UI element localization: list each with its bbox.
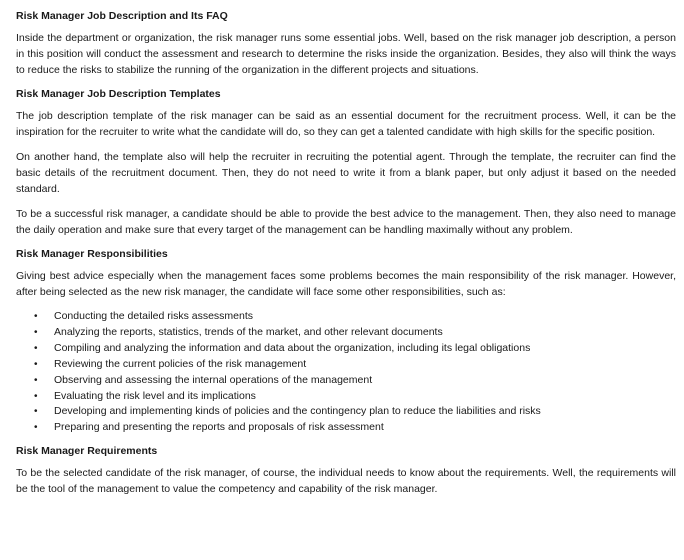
list-item: • Observing and assessing the internal operations of the management bbox=[54, 373, 676, 389]
paragraph-requirements: To be the selected candidate of the risk manager, of course, the individual needs to know about the requirements. Well, the requirements will be the tool of the management to value the competency and capability of the risk manager. bbox=[16, 467, 676, 496]
bullet-icon: • bbox=[34, 390, 38, 402]
paragraph-successful-manager: To be a successful risk manager, a candidate should be able to provide the best advice to the management. Then, they also need to manage the daily operation and make sure that every target of the management can be handling maximally without any problem. bbox=[16, 208, 676, 236]
list-item: • Developing and implementing kinds of policies and the contingency plan to reduce the liabilities and risks bbox=[54, 404, 676, 420]
list-item: • Compiling and analyzing the information and data about the organization, including its legal obligations bbox=[54, 341, 676, 357]
section-heading-templates: Risk Manager Job Description Templates bbox=[16, 88, 221, 100]
paragraph-template-purpose: The job description template of the risk manager can be said as an essential document for the recruitment process. Well, it can be the inspiration for the recruiter to write what the candidate will do, so they can get a talented candidate with high skills for the specific position. bbox=[16, 110, 676, 138]
paragraph-responsibilities-intro: Giving best advice especially when the management faces some problems becomes the main responsibility of the risk manager. However, after being selected as the new risk manager, the candidate will face some other responsibilities, such as: bbox=[16, 270, 676, 298]
bullet-icon: • bbox=[34, 374, 38, 386]
bullet-icon: • bbox=[34, 311, 38, 322]
bullet-icon: • bbox=[34, 422, 38, 434]
responsibilities-list bbox=[16, 309, 676, 436]
list-item: • Preparing and presenting the reports and proposals of risk assessment bbox=[54, 420, 676, 436]
paragraph-template-help: On another hand, the template also will help the recruiter in recruiting the potential agent. Through the template, the recruiter can find the basic details of the recruitment document. Then, they do not need to write it from a blank paper, but only adjust it based on the needed standard. bbox=[16, 151, 676, 195]
list-item: • Analyzing the reports, statistics, trends of the market, and other relevant documents bbox=[54, 325, 676, 341]
paragraph-intro: Inside the department or organization, the risk manager runs some essential jobs. Well, based on the risk manager job description, a person in this position will conduct the assessment and research to determine the risks inside the organization. Besides, they also will think the ways to reduce the risks to stabilize the running of the organization in the different projects and situations. bbox=[16, 32, 676, 76]
section-heading-requirements: Risk Manager Requirements bbox=[16, 445, 158, 458]
list-item: • Evaluating the risk level and its implications bbox=[54, 389, 676, 405]
bullet-icon: • bbox=[34, 326, 38, 338]
bullet-icon: • bbox=[34, 342, 38, 354]
bullet-icon: • bbox=[34, 358, 38, 370]
section-heading-responsibilities: Risk Manager Responsibilities bbox=[16, 248, 168, 260]
list-item: • Conducting the detailed risks assessments bbox=[54, 309, 676, 325]
section-heading-job-description-faq: Risk Manager Job Description and Its FAQ bbox=[16, 10, 228, 22]
bullet-icon: • bbox=[34, 406, 38, 418]
list-item: • Reviewing the current policies of the risk management bbox=[54, 357, 676, 373]
